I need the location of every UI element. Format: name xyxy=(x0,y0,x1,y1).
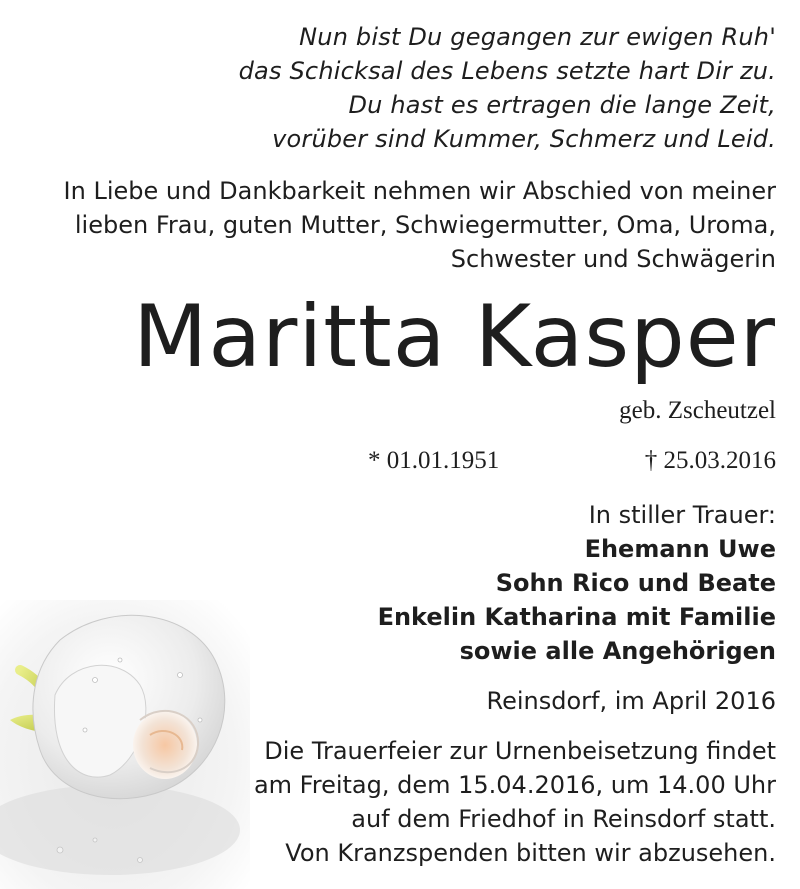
poem xyxy=(36,20,776,156)
poem-line: Nun bist Du gegangen zur ewigen Ruh' xyxy=(299,23,776,51)
mourner-line: sowie alle Angehörigen xyxy=(459,637,776,665)
poem-line: vorüber sind Kummer, Schmerz und Leid. xyxy=(272,125,776,153)
mourner-line: Ehemann Uwe xyxy=(584,535,776,563)
poem-line: das Schicksal des Lebens setzte hart Dir zu. xyxy=(238,57,776,85)
funeral-line: Von Kranzspenden bitten wir abzusehen. xyxy=(285,839,776,867)
death-date: † 25.03.2016 xyxy=(644,447,776,474)
mourners-heading: In stiller Trauer: xyxy=(588,501,776,529)
intro-line: lieben Frau, guten Mutter, Schwiegermutter, Oma, Uroma, xyxy=(74,211,776,239)
poem-line: Du hast es ertragen die lange Zeit, xyxy=(348,91,776,119)
mourner-line: Enkelin Katharina mit Familie xyxy=(377,603,776,631)
funeral-notice xyxy=(216,734,776,870)
funeral-line: am Freitag, dem 15.04.2016, um 14.00 Uhr xyxy=(253,771,776,799)
maiden-name: geb. Zscheutzel xyxy=(619,397,776,424)
birth-date: * 01.01.1951 xyxy=(368,447,500,474)
intro-text xyxy=(16,174,776,276)
deceased-name: Maritta Kasper xyxy=(133,287,776,387)
intro-line: In Liebe und Dankbarkeit nehmen wir Abschied von meiner xyxy=(63,177,776,205)
place-date: Reinsdorf, im April 2016 xyxy=(486,687,776,715)
mourner-line: Sohn Rico und Beate xyxy=(495,569,776,597)
white-rose-image xyxy=(0,600,250,889)
intro-line: Schwester und Schwägerin xyxy=(450,245,776,273)
funeral-line: auf dem Friedhof in Reinsdorf statt. xyxy=(351,805,776,833)
mourners xyxy=(276,498,776,668)
funeral-line: Die Trauerfeier zur Urnenbeisetzung findet xyxy=(264,737,776,765)
life-dates xyxy=(300,444,776,478)
